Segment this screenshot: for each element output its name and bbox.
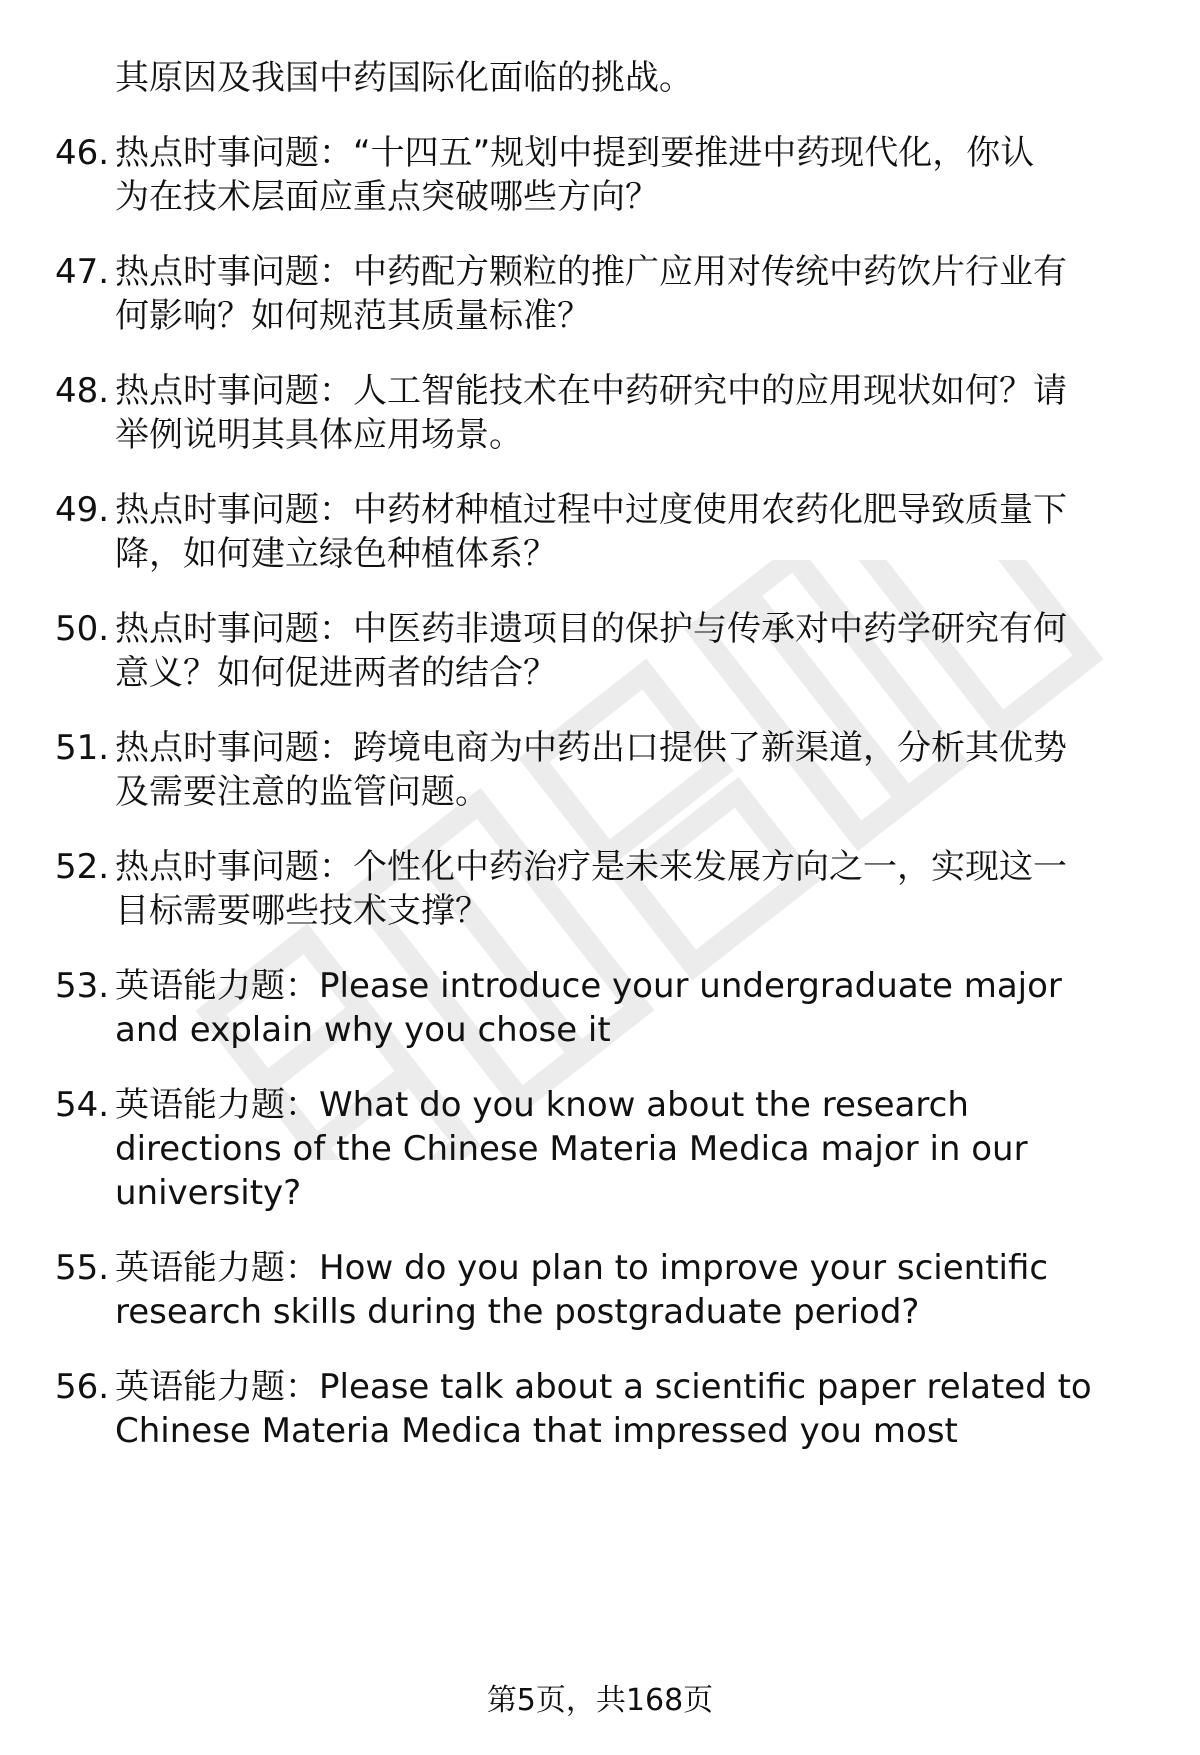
question-text-line: 举例说明其具体应用场景。 — [115, 415, 523, 455]
question-text-line: and explain why you chose it — [115, 1010, 611, 1050]
question-number: 56. — [55, 1367, 110, 1407]
question-text-line: 英语能力题：Please introduce your undergraduate major — [115, 966, 1062, 1006]
question-text-line: 何影响？如何规范其质量标准？ — [115, 296, 591, 336]
question-text-line: 为在技术层面应重点突破哪些方向？ — [115, 177, 659, 217]
continuation-line: 其原因及我国中药国际化面临的挑战。 — [115, 58, 693, 98]
question-number: 46. — [55, 133, 110, 173]
question-text-line: 热点时事问题：中药材种植过程中过度使用农药化肥导致质量下 — [115, 490, 1067, 530]
question-text-line: 英语能力题：How do you plan to improve your scientific — [115, 1248, 1049, 1288]
question-text-line: 热点时事问题：人工智能技术在中药研究中的应用现状如何？请 — [115, 371, 1067, 411]
question-number: 53. — [55, 966, 110, 1006]
question-text-line: 热点时事问题：中药配方颗粒的推广应用对传统中药饮片行业有 — [115, 252, 1067, 292]
question-number: 49. — [55, 490, 110, 530]
question-number: 52. — [55, 847, 110, 887]
question-number: 51. — [55, 728, 110, 768]
question-text-line: Chinese Materia Medica that impressed you most — [115, 1411, 958, 1451]
question-number: 47. — [55, 252, 110, 292]
question-text-line: 目标需要哪些技术支撑？ — [115, 891, 489, 931]
question-text-line: 热点时事问题：中医药非遗项目的保护与传承对中药学研究有何 — [115, 609, 1067, 649]
question-text-line: directions of the Chinese Materia Medica major in our — [115, 1129, 1028, 1169]
question-number: 55. — [55, 1248, 110, 1288]
page-footer: 第5页，共168页 — [486, 1683, 714, 1718]
question-text-line: 热点时事问题：“十四五”规划中提到要推进中药现代化，你认 — [115, 133, 1035, 173]
question-text-line: 及需要注意的监管问题。 — [115, 772, 489, 812]
question-text-line: 英语能力题：What do you know about the research — [115, 1085, 969, 1125]
question-text-line: 英语能力题：Please talk about a scientific paper related to — [115, 1367, 1092, 1407]
question-text-line: 意义？如何促进两者的结合？ — [115, 653, 557, 693]
question-text-line: 降，如何建立绿色种植体系？ — [115, 534, 557, 574]
question-number: 50. — [55, 609, 110, 649]
question-text-line: 热点时事问题：个性化中药治疗是未来发展方向之一，实现这一 — [115, 847, 1067, 887]
question-text-line: 热点时事问题：跨境电商为中药出口提供了新渠道，分析其优势 — [115, 728, 1067, 768]
question-text-line: research skills during the postgraduate period? — [115, 1292, 920, 1332]
question-number: 48. — [55, 371, 110, 411]
question-number: 54. — [55, 1085, 110, 1125]
question-text-line: university? — [115, 1173, 302, 1213]
